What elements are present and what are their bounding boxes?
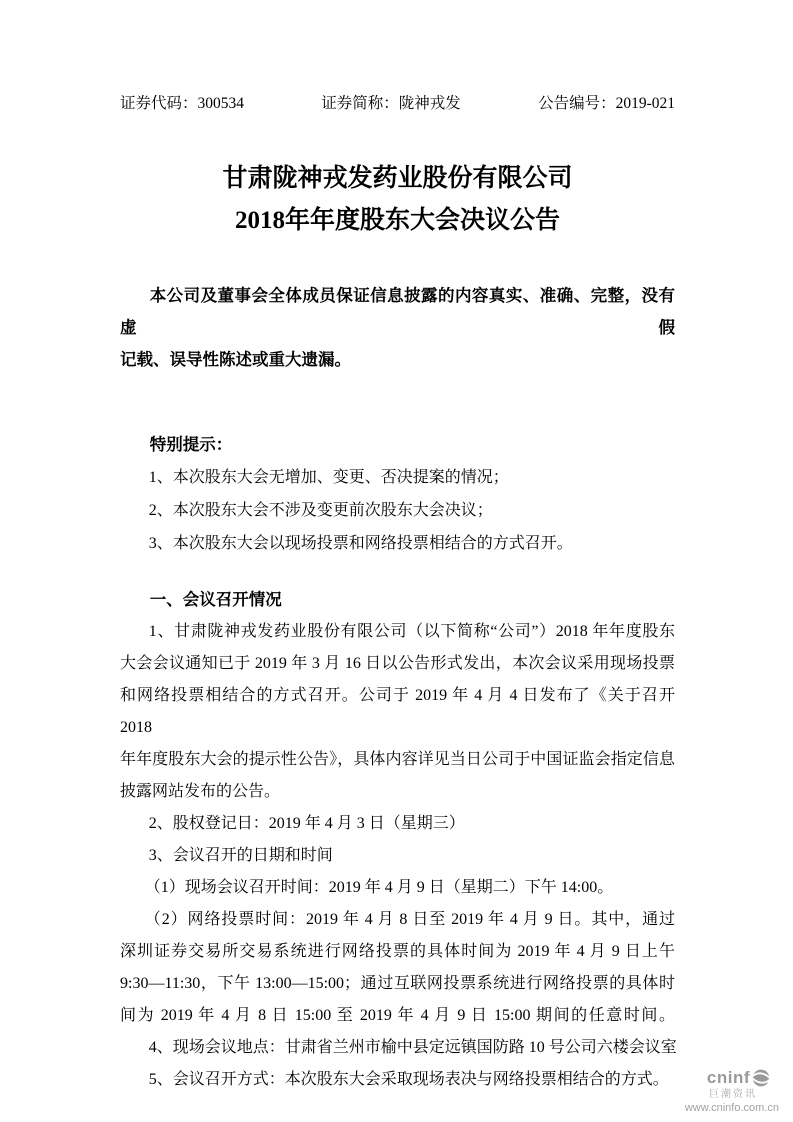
paragraph-line: （2）网络投票时间：2019 年 4 月 8 日至 2019 年 4 月 9 日。其中，通过 xyxy=(144,911,675,928)
cninfo-logo-text: cninf xyxy=(706,1067,750,1087)
section-heading: 一、会议召开情况 xyxy=(149,590,282,609)
record-date-line: 2、股权登记日：2019 年 4 月 3 日（星期三） xyxy=(148,815,465,832)
special-note-item: 2、本次股东大会不涉及变更前次股东大会决议； xyxy=(148,502,493,519)
announcement-title: 2018年年度股东大会决议公告 xyxy=(234,207,560,234)
cninfo-chinese-name: 巨潮资讯 xyxy=(709,1088,757,1100)
company-name-title: 甘肃陇神戎发药业股份有限公司 xyxy=(222,165,573,192)
cninfo-logo xyxy=(685,1068,779,1088)
paragraph-line: 披露网站发布的公告。 xyxy=(120,783,281,800)
announcement-number: 公告编号：2019-021 xyxy=(538,95,675,112)
cninfo-url: www.cninfo.com.cn xyxy=(684,1101,779,1114)
paragraph-online-voting xyxy=(120,904,675,1032)
paragraph-line: 1、甘肃陇神戎发药业股份有限公司（以下简称“公司”）2018 年年度股东 xyxy=(148,623,675,640)
special-note-item: 3、本次股东大会以现场投票和网络投票相结合的方式召开。 xyxy=(148,535,573,552)
meeting-datetime-heading: 3、会议召开的日期和时间 xyxy=(148,847,333,864)
stock-code: 证券代码：300534 xyxy=(120,95,245,112)
paragraph-line: 间为 2019 年 4 月 8 日 15:00 至 2019 年 4 月 9 日 15:00 期间的任意时间。 xyxy=(120,1007,675,1024)
special-note-item: 1、本次股东大会无增加、变更、否决提案的情况； xyxy=(148,469,509,486)
cninfo-watermark xyxy=(685,1068,779,1114)
paragraph-line: 9:30—11:30，下午 13:00—15:00；通过互联网投票系统进行网络投票的具体时 xyxy=(120,975,675,992)
paragraph-notice xyxy=(120,616,675,808)
document-header xyxy=(120,94,675,114)
meeting-convening-section xyxy=(120,584,675,1096)
disclaimer-paragraph xyxy=(120,280,675,376)
paragraph-line: 和网络投票相结合的方式召开。公司于 2019 年 4 月 4 日发布了《关于召开 2018 xyxy=(120,687,675,736)
stock-name: 证券简称：陇神戎发 xyxy=(321,95,461,112)
special-note-section xyxy=(120,428,675,560)
onsite-meeting-time-line: （1）现场会议召开时间：2019 年 4 月 9 日（星期二）下午 14:00。 xyxy=(144,879,614,896)
paragraph-line: 大会会议通知已于 2019 年 3 月 16 日以公告形式发出，本次会议采用现场投票 xyxy=(120,655,675,672)
document-content xyxy=(120,0,675,1096)
disclaimer-line: 本公司及董事会全体成员保证信息披露的内容真实、准确、完整，没有虚假 xyxy=(120,286,675,337)
disclaimer-line: 记载、误导性陈述或重大遗漏。 xyxy=(120,350,351,369)
title-block xyxy=(120,158,675,242)
meeting-venue-line: 4、现场会议地点：甘肃省兰州市榆中县定远镇国防路 10 号公司六楼会议室 xyxy=(148,1039,677,1056)
paragraph-line: 年年度股东大会的提示性公告》，具体内容详见当日公司于中国证监会指定信息 xyxy=(120,751,675,768)
meeting-method-line: 5、会议召开方式：本次股东大会采取现场表决与网络投票相结合的方式。 xyxy=(148,1071,669,1088)
cninfo-swirl-icon xyxy=(751,1068,771,1088)
special-note-heading: 特别提示： xyxy=(149,435,233,454)
paragraph-line: 深圳证券交易所交易系统进行网络投票的具体时间为 2019 年 4 月 9 日上午 xyxy=(120,943,675,960)
